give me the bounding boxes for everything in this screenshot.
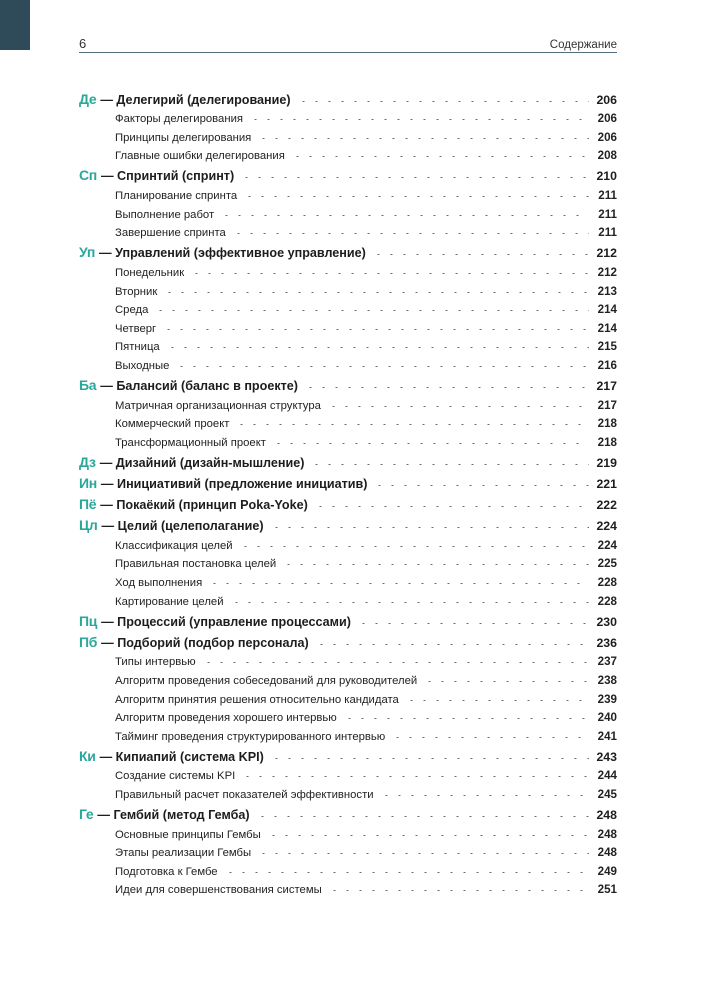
subsection-title: Тайминг проведения структурированного интервью: [115, 730, 386, 743]
toc-subsection-entry[interactable]: [79, 706, 617, 725]
toc-chapter-entry[interactable]: [79, 745, 617, 764]
dot-leader: [272, 443, 589, 444]
toc-subsection-entry[interactable]: [79, 125, 617, 144]
toc-chapter-entry[interactable]: [79, 631, 617, 650]
chapter-page-number: 222: [596, 498, 617, 513]
dot-leader: [328, 890, 589, 891]
header-divider: [79, 52, 617, 53]
subsection-title: Выходные: [115, 359, 170, 372]
dot-leader: [257, 853, 589, 854]
toc-section: [79, 803, 617, 898]
toc-section: [79, 242, 617, 375]
subsection-title: Коммерческий проект: [115, 418, 230, 431]
section-spacer: [79, 896, 617, 899]
toc-chapter-entry[interactable]: [79, 88, 617, 107]
toc-chapter-entry[interactable]: [79, 165, 617, 184]
toc-chapter-entry[interactable]: [79, 374, 617, 393]
toc-section: [79, 472, 617, 493]
toc-section: [79, 451, 617, 472]
dot-leader: [270, 758, 589, 759]
dot-leader: [239, 546, 589, 547]
subsection-page-number: 245: [597, 787, 617, 801]
subsection-title: Ход выполнения: [115, 576, 203, 589]
toc-subsection-entry[interactable]: [79, 335, 617, 354]
subsection-title: Основные принципы Гембы: [115, 828, 261, 841]
dot-leader: [304, 387, 589, 388]
dot-leader: [190, 273, 589, 274]
chapter-page-number: 210: [596, 169, 617, 184]
dot-leader: [202, 662, 589, 663]
subsection-title: Матричная организационная структура: [115, 399, 321, 412]
subsection-page-number: 215: [597, 340, 617, 354]
subsection-title: Правильный расчет показателей эффективности: [115, 788, 374, 801]
dot-leader: [241, 776, 589, 777]
subsection-page-number: 214: [597, 321, 617, 335]
dot-leader: [314, 506, 589, 507]
toc-subsection-entry[interactable]: [79, 279, 617, 298]
toc-subsection-entry[interactable]: [79, 221, 617, 240]
corner-color-block: [0, 0, 30, 50]
subsection-page-number: 211: [598, 207, 617, 221]
chapter-title: — Дизайний (дизайн-мышление): [99, 455, 305, 470]
subsection-title: Среда: [115, 304, 149, 317]
dot-leader: [163, 292, 589, 293]
chapter-page-number: 230: [596, 614, 617, 629]
chapter-page-number: 243: [596, 749, 617, 764]
toc-subsection-entry[interactable]: [79, 782, 617, 801]
dot-leader: [154, 310, 589, 311]
subsection-title: Создание системы KPI: [115, 770, 236, 783]
toc-subsection-entry[interactable]: [79, 878, 617, 897]
subsection-page-number: 208: [597, 149, 617, 163]
chapter-title: — Балансий (баланс в проекте): [100, 379, 298, 393]
toc-chapter-entry[interactable]: [79, 493, 617, 512]
subsection-title: Трансформационный проект: [115, 436, 266, 449]
dot-leader: [423, 681, 589, 682]
subsection-title: Планирование спринта: [115, 190, 238, 203]
chapter-page-number: 206: [596, 92, 617, 107]
chapter-abbreviation: Сп: [79, 167, 97, 184]
toc-section: [79, 88, 617, 165]
subsection-title: Главные ошибки делегирования: [115, 150, 285, 163]
toc-section: [79, 610, 617, 631]
dot-leader: [391, 737, 589, 738]
toc-subsection-entry[interactable]: [79, 552, 617, 571]
subsection-page-number: 248: [597, 827, 617, 841]
page-number: 6: [79, 36, 87, 51]
toc-subsection-entry[interactable]: [79, 764, 617, 783]
chapter-abbreviation: Цл: [79, 517, 98, 534]
toc-subsection-entry[interactable]: [79, 589, 617, 608]
subsection-title: Выполнение работ: [115, 208, 215, 221]
chapter-abbreviation: Де: [79, 90, 97, 107]
subsection-page-number: 216: [597, 358, 617, 372]
dot-leader: [327, 406, 589, 407]
subsection-title: Пятница: [115, 341, 160, 354]
toc-subsection-entry[interactable]: [79, 650, 617, 669]
toc-subsection-entry[interactable]: [79, 859, 617, 878]
dot-leader: [235, 424, 589, 425]
subsection-title: Идеи для совершенствования системы: [115, 884, 322, 897]
subsection-page-number: 214: [597, 303, 617, 317]
toc-subsection-entry[interactable]: [79, 412, 617, 431]
toc-subsection-entry[interactable]: [79, 430, 617, 449]
subsection-page-number: 218: [597, 417, 617, 431]
subsection-title: Картирование целей: [115, 595, 224, 608]
toc-chapter-entry[interactable]: [79, 610, 617, 629]
toc-section: [79, 165, 617, 242]
toc-section: [79, 374, 617, 451]
toc-subsection-entry[interactable]: [79, 298, 617, 317]
dot-leader: [310, 464, 589, 465]
subsection-page-number: 249: [597, 864, 617, 878]
toc-subsection-entry[interactable]: [79, 841, 617, 860]
toc-subsection-entry[interactable]: [79, 353, 617, 372]
dot-leader: [291, 156, 589, 157]
chapter-title: — Целий (целеполагание): [101, 519, 264, 534]
toc-subsection-entry[interactable]: [79, 393, 617, 412]
subsection-title: Принципы делегирования: [115, 131, 252, 144]
subsection-page-number: 224: [597, 538, 617, 552]
dot-leader: [220, 215, 589, 216]
dot-leader: [249, 119, 589, 120]
dot-leader: [380, 795, 589, 796]
chapter-abbreviation: Ки: [79, 747, 96, 764]
chapter-title: — Гембий (метод Гемба): [97, 808, 250, 823]
subsection-page-number: 213: [597, 284, 617, 298]
toc-subsection-entry[interactable]: [79, 822, 617, 841]
chapter-title: — Покаёкий (принцип Poka-Yoke): [100, 498, 308, 513]
subsection-title: Правильная постановка целей: [115, 558, 277, 571]
dot-leader: [230, 602, 589, 603]
dot-leader: [315, 644, 589, 645]
subsection-title: Понедельник: [115, 266, 185, 279]
toc-chapter-entry[interactable]: [79, 472, 617, 491]
chapter-page-number: 221: [596, 476, 617, 491]
toc-subsection-entry[interactable]: [79, 724, 617, 743]
chapter-page-number: 219: [596, 455, 617, 470]
chapter-title: — Подборий (подбор персонала): [101, 635, 309, 650]
subsection-page-number: 228: [597, 575, 617, 589]
dot-leader: [224, 872, 589, 873]
chapter-title: — Инициативий (предложение инициатив): [100, 476, 368, 491]
toc-chapter-entry[interactable]: [79, 803, 617, 822]
toc-chapter-entry[interactable]: [79, 451, 617, 470]
chapter-abbreviation: Уп: [79, 244, 96, 261]
subsection-page-number: 225: [597, 557, 617, 571]
subsection-page-number: 248: [597, 846, 617, 860]
toc-subsection-entry[interactable]: [79, 260, 617, 279]
dot-leader: [297, 101, 589, 102]
chapter-title: — Спринтий (спринт): [100, 169, 235, 184]
chapter-page-number: 248: [596, 808, 617, 823]
subsection-page-number: 206: [597, 130, 617, 144]
toc-subsection-entry[interactable]: [79, 144, 617, 163]
chapter-title: — Управлений (эффективное управление): [99, 246, 366, 261]
toc-section: [79, 745, 617, 803]
toc-section: [79, 631, 617, 745]
subsection-page-number: 212: [597, 265, 617, 279]
toc-subsection-entry[interactable]: [79, 687, 617, 706]
subsection-title: Типы интервью: [115, 656, 196, 669]
chapter-page-number: 236: [596, 635, 617, 650]
chapter-abbreviation: Ге: [79, 806, 94, 823]
table-of-contents: [79, 88, 617, 899]
subsection-title: Факторы делегирования: [115, 113, 244, 126]
dot-leader: [343, 718, 589, 719]
chapter-abbreviation: Ба: [79, 377, 97, 393]
dot-leader: [357, 623, 589, 624]
toc-subsection-entry[interactable]: [79, 533, 617, 552]
dot-leader: [373, 485, 589, 486]
dot-leader: [257, 138, 589, 139]
subsection-title: Четверг: [115, 322, 157, 335]
toc-section: [79, 493, 617, 514]
toc-chapter-entry[interactable]: [79, 242, 617, 261]
subsection-title: Завершение спринта: [115, 227, 226, 240]
toc-subsection-entry[interactable]: [79, 570, 617, 589]
toc-subsection-entry[interactable]: [79, 183, 617, 202]
dot-leader: [270, 527, 589, 528]
subsection-page-number: 206: [597, 112, 617, 126]
subsection-page-number: 228: [597, 594, 617, 608]
chapter-title: — Кипиапий (система KPI): [99, 749, 264, 764]
chapter-abbreviation: Ин: [79, 474, 97, 491]
subsection-page-number: 211: [598, 226, 617, 240]
toc-chapter-entry[interactable]: [79, 515, 617, 534]
subsection-page-number: 217: [597, 398, 617, 412]
subsection-page-number: 211: [598, 189, 617, 203]
toc-subsection-entry[interactable]: [79, 316, 617, 335]
subsection-page-number: 241: [597, 729, 617, 743]
chapter-title: — Делегирий (делегирование): [100, 92, 291, 107]
page-header: [79, 33, 617, 51]
dot-leader: [240, 177, 589, 178]
dot-leader: [166, 347, 589, 348]
subsection-page-number: 237: [597, 655, 617, 669]
subsection-page-number: 244: [597, 769, 617, 783]
chapter-title: — Процессий (управление процессами): [101, 614, 351, 629]
subsection-page-number: 238: [597, 673, 617, 687]
subsection-title: Этапы реализации Гембы: [115, 847, 252, 860]
subsection-title: Классификация целей: [115, 539, 233, 552]
toc-subsection-entry[interactable]: [79, 668, 617, 687]
chapter-abbreviation: Пб: [79, 633, 98, 650]
subsection-title: Алгоритм проведения собеседований для руководителей: [115, 674, 418, 687]
subsection-title: Алгоритм принятия решения относительно кандидата: [115, 693, 399, 706]
dot-leader: [405, 700, 589, 701]
toc-subsection-entry[interactable]: [79, 202, 617, 221]
subsection-page-number: 240: [597, 711, 617, 725]
chapter-page-number: 224: [596, 519, 617, 534]
dot-leader: [372, 254, 589, 255]
header-title: Содержание: [549, 39, 617, 51]
dot-leader: [267, 835, 589, 836]
chapter-abbreviation: Дз: [79, 453, 96, 470]
chapter-page-number: 217: [596, 379, 617, 393]
subsection-page-number: 218: [597, 435, 617, 449]
chapter-page-number: 212: [596, 246, 617, 261]
subsection-title: Подготовка к Гембе: [115, 865, 218, 878]
dot-leader: [256, 816, 589, 817]
subsection-title: Алгоритм проведения хорошего интервью: [115, 712, 337, 725]
chapter-abbreviation: Пё: [79, 496, 97, 513]
dot-leader: [232, 233, 589, 234]
dot-leader: [243, 196, 589, 197]
subsection-title: Вторник: [115, 285, 158, 298]
dot-leader: [208, 583, 589, 584]
toc-section: [79, 515, 617, 610]
subsection-page-number: 239: [597, 692, 617, 706]
chapter-abbreviation: Пц: [79, 612, 98, 629]
dot-leader: [282, 564, 589, 565]
toc-subsection-entry[interactable]: [79, 107, 617, 126]
dot-leader: [162, 329, 589, 330]
dot-leader: [175, 366, 589, 367]
subsection-page-number: 251: [597, 883, 617, 897]
